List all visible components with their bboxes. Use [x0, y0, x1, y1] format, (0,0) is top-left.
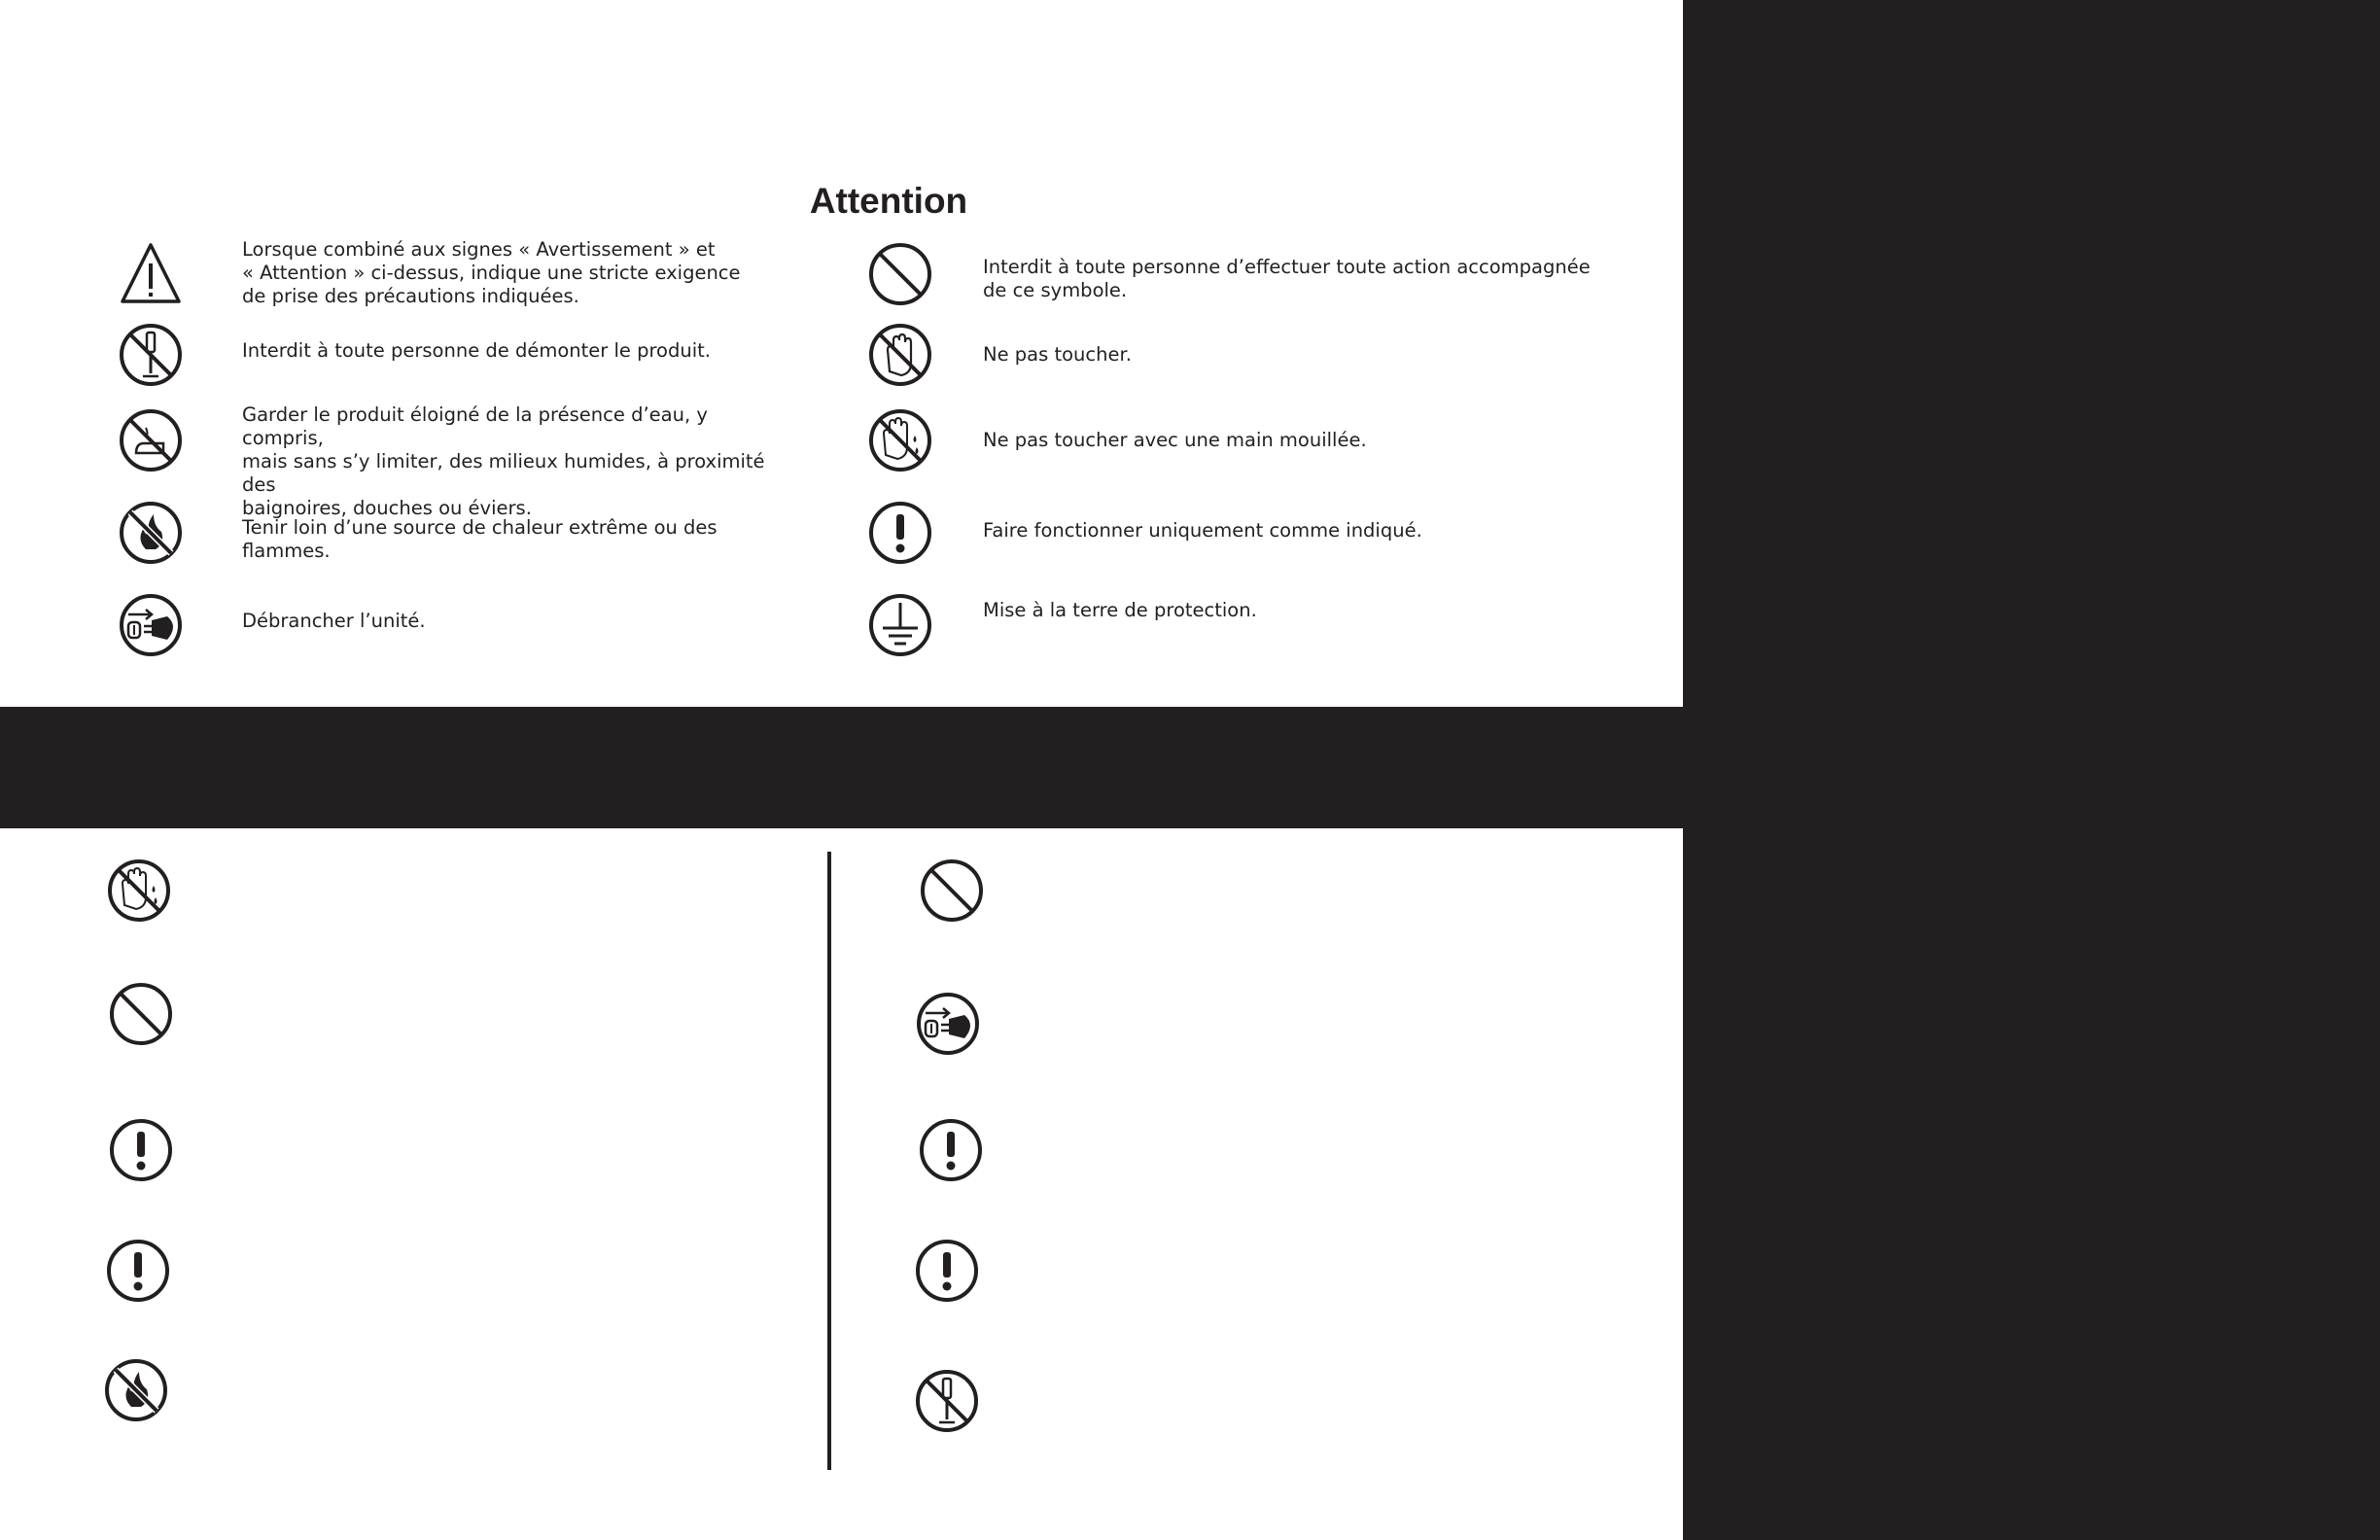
legend-text-prohibited: Interdit à toute personne d’effectuer toute action accompagnée de ce symbole.: [983, 256, 1591, 301]
mandatory-icon: [107, 1116, 175, 1184]
column-divider: [827, 852, 831, 1470]
legend-text-flame: Tenir loin d’une source de chaleur extrême ou des flammes.: [242, 516, 718, 562]
prohibited-icon: [107, 980, 175, 1048]
unplug-icon: [117, 591, 185, 659]
legend-text-warning: Lorsque combiné aux signes « Avertissement » et « Attention » ci-dessus, indique une stricte exigence de prise des précautions indiquées.: [242, 238, 741, 307]
no-water-icon: [117, 406, 185, 474]
warning-triangle-icon: [117, 240, 185, 308]
legend-text-unplug: Débrancher l’unité.: [242, 610, 426, 632]
no-flame-icon: [102, 1356, 170, 1424]
no-wet-hands-icon: [866, 406, 934, 474]
legend-text-water: Garder le produit éloigné de la présence d’eau, y compris, mais sans s’y limiter, des milieux humides, à proximité des baignoires, douches ou éviers.: [242, 403, 765, 519]
legend-text-mandatory: Faire fonctionner uniquement comme indiqué.: [983, 519, 1422, 542]
prohibited-icon: [866, 240, 934, 308]
no-disassembly-icon: [117, 321, 185, 389]
protective-earth-icon: [866, 591, 934, 659]
dark-band: [0, 707, 1683, 828]
legend-text-no-touch: Ne pas toucher.: [983, 343, 1132, 366]
legend-text-disassembly: Interdit à toute personne de démonter le produit.: [242, 339, 711, 362]
legend-text-earth: Mise à la terre de protection.: [983, 599, 1257, 621]
legend-text-wet-hands: Ne pas toucher avec une main mouillée.: [983, 429, 1367, 451]
no-disassembly-icon: [913, 1367, 981, 1435]
icon-panel: [0, 828, 1683, 1540]
print-code-mark: [10, 1439, 35, 1526]
no-wet-hands-icon: [105, 857, 173, 925]
no-touch-icon: [866, 321, 934, 389]
prohibited-icon: [918, 857, 986, 925]
mandatory-icon: [104, 1237, 172, 1305]
mandatory-icon: [913, 1237, 981, 1305]
mandatory-icon: [917, 1116, 985, 1184]
unplug-icon: [914, 990, 982, 1058]
no-flame-icon: [117, 499, 185, 567]
mandatory-icon: [866, 499, 934, 567]
page-title: Attention: [809, 181, 968, 221]
